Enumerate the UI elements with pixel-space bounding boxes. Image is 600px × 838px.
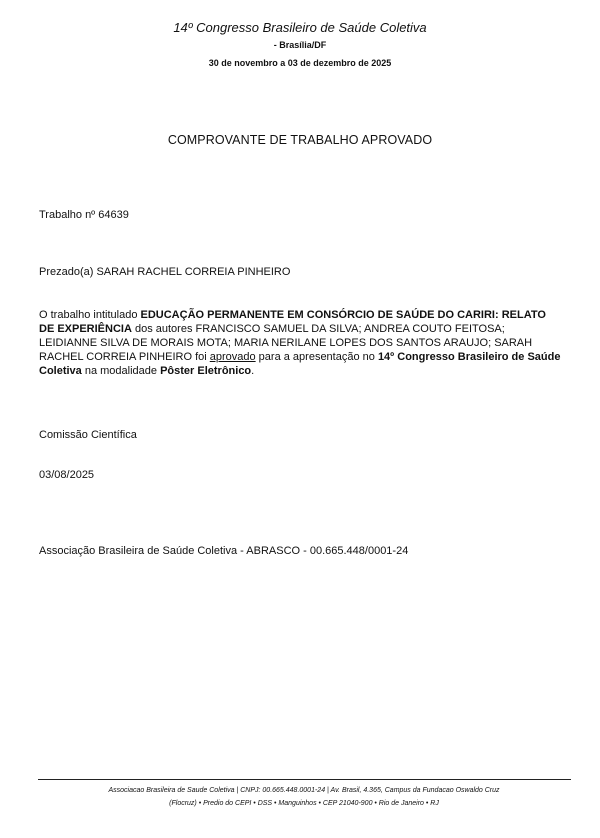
document-footer [30, 784, 578, 810]
work-title: EDUCAÇÃO PERMANENTE EM CONSÓRCIO DE SAÚDE DO CARIRI: RELATO DE EXPERIÊNCIA [39, 309, 546, 335]
conference-title: 14º Congresso Brasileiro de Saúde Coletiva [173, 20, 427, 35]
conference-location: - Brasília/DF [273, 40, 327, 50]
body-text-1: O trabalho intitulado [39, 309, 141, 321]
commission-signature: Comissão Científica [39, 429, 137, 441]
conference-name: 14º Congresso Brasileiro de Saúde Coletiva [39, 351, 561, 377]
approval-status: aprovado [209, 351, 256, 363]
footer-line-1: Associacao Brasileira de Saude Coletiva | CNPJ: 00.665.448.0001-24 | Av. Brasil, 4.365, Campus da Fundacao Oswaldo Cruz [108, 787, 500, 794]
body-text-5: . [251, 365, 255, 377]
association-line: Associação Brasileira de Saúde Coletiva - ABRASCO - 00.665.448/0001-24 [39, 545, 409, 557]
body-text-3: para a apresentação no [255, 351, 378, 363]
document-header [0, 20, 600, 70]
body-text-4: na modalidade [81, 365, 161, 377]
approval-paragraph [39, 308, 564, 378]
document-title: COMPROVANTE DE TRABALHO APROVADO [167, 133, 433, 147]
work-number: Trabalho nº 64639 [39, 209, 129, 221]
presentation-modality: Pôster Eletrônico [160, 365, 252, 377]
greeting: Prezado(a) SARAH RACHEL CORREIA PINHEIRO [39, 266, 291, 278]
body-text-2: dos autores FRANCISCO SAMUEL DA SILVA; ANDREA COUTO FEITOSA; LEIDIANNE SILVA DE MORAIS MOTA; MARIA NERILANE LOPES DOS SANTOS ARAUJO; SARAH RACHEL CORREIA PINHEIRO foi [39, 323, 533, 363]
footer-line-2: (Flocruz) • Predio do CEPI • DSS • Manguinhos • CEP 21040-900 • Rio de Janeiro • RJ [169, 800, 439, 807]
issue-date: 03/08/2025 [39, 469, 95, 481]
conference-dates: 30 de novembro a 03 de dezembro de 2025 [208, 58, 392, 68]
footer-divider [38, 779, 571, 780]
